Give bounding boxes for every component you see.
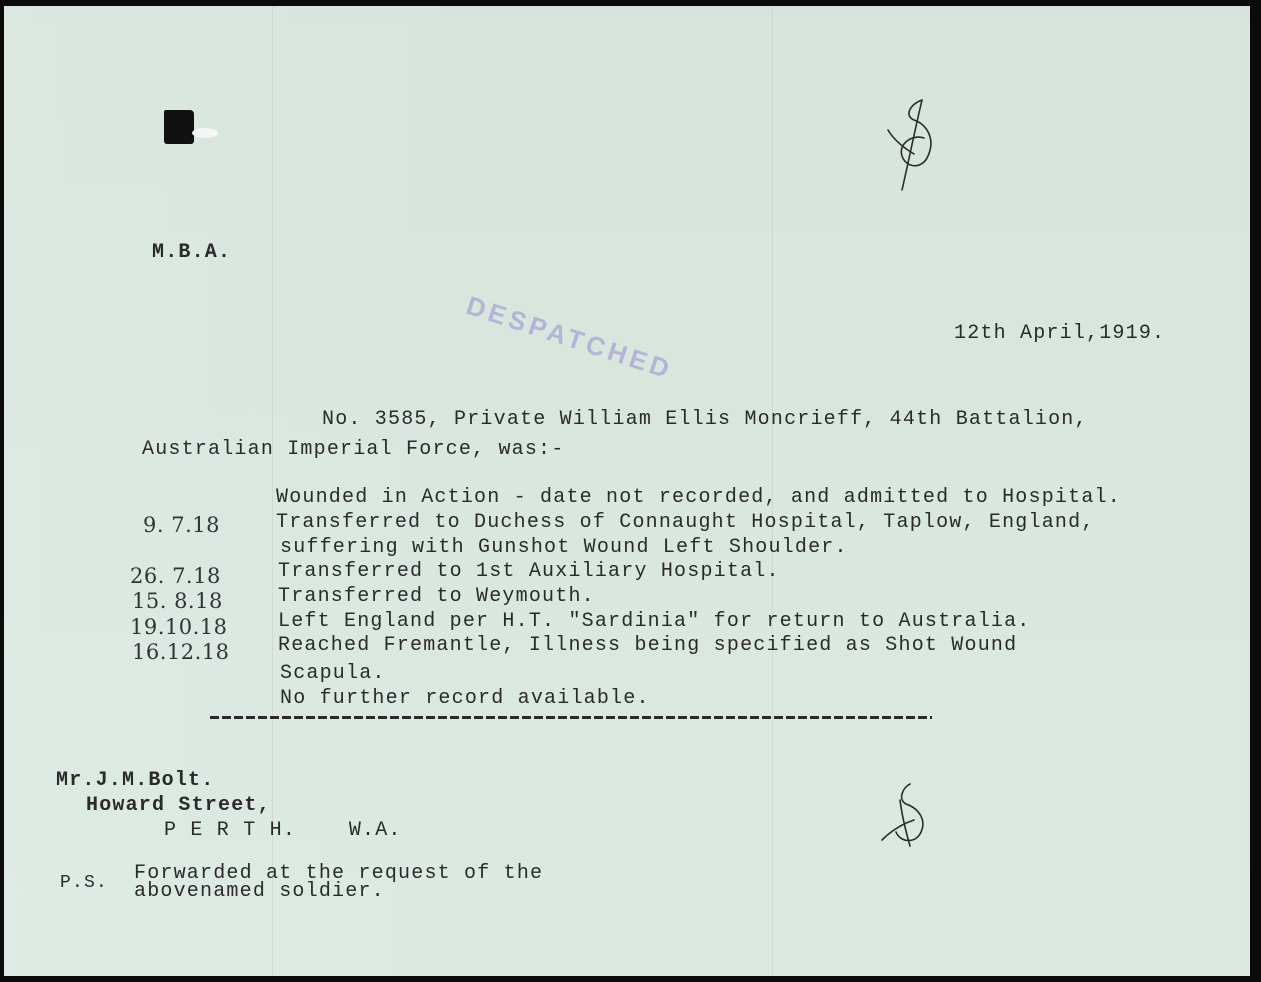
entry-date: 9. 7.18 (143, 513, 220, 537)
entry-date: 26. 7.18 (130, 564, 221, 588)
entry-date: 19.10.18 (130, 615, 228, 639)
postscript-line-1: Forwarded at the request of the (134, 862, 544, 885)
entry-text: suffering with Gunshot Wound Left Shoulder. (280, 536, 848, 559)
intro-line-2: Australian Imperial Force, was:- (142, 438, 565, 461)
punch-hole (164, 110, 194, 144)
address-city: P E R T H. W.A. (164, 819, 402, 842)
entry-text: Reached Fremantle, Illness being specified as Shot Wound (278, 634, 1018, 657)
handwritten-initials-top (884, 94, 940, 198)
entry-date: 15. 8.18 (132, 589, 223, 613)
entry-text: Transferred to Weymouth. (278, 585, 595, 608)
entry-text: No further record available. (280, 687, 650, 710)
postscript-label: P.S. (60, 873, 109, 893)
entry-text: Transferred to 1st Auxiliary Hospital. (278, 560, 780, 583)
document-page (4, 6, 1250, 976)
entry-text: Left England per H.T. "Sardinia" for return to Australia. (278, 610, 1031, 633)
entry-text: Scapula. (280, 662, 386, 685)
address-street: Howard Street, (86, 794, 271, 817)
header-code: M.B.A. (152, 241, 232, 264)
intro-line-1: No. 3585, Private William Ellis Moncrieff, 44th Battalion, (322, 408, 1088, 431)
despatched-stamp: DESPATCHED (462, 290, 677, 386)
postscript-line-2: abovenamed soldier. (134, 880, 385, 903)
entry-text: Transferred to Duchess of Connaught Hospital, Taplow, England, (276, 511, 1095, 534)
entry-text: Wounded in Action - date not recorded, and admitted to Hospital. (276, 486, 1121, 509)
separator-rule (210, 716, 932, 719)
paper-tear (192, 128, 218, 138)
letter-date: 12th April,1919. (954, 322, 1166, 345)
entry-date: 16.12.18 (132, 640, 230, 664)
address-name: Mr.J.M.Bolt. (56, 769, 215, 792)
handwritten-initials-bottom (880, 780, 936, 852)
